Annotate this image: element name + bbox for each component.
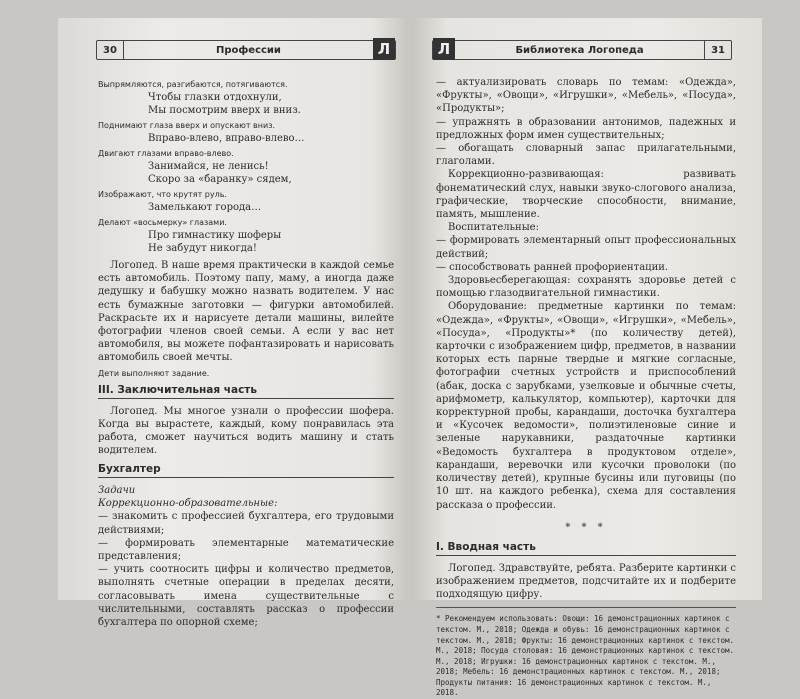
verse <box>148 229 394 255</box>
header-title: Профессии <box>215 44 281 56</box>
page-header <box>432 40 732 60</box>
verse <box>148 132 394 145</box>
footnote-rule <box>436 607 736 608</box>
paragraph: Воспитательные: <box>448 222 539 234</box>
list-item: — учить соотносить цифры и количество предметов, выполнять счетные операции в пределах десяти, согласовывать имена существительные с числительными, составлять рассказ о профессии бухгалтера по опорной схеме; <box>98 564 394 629</box>
open-book <box>40 18 760 698</box>
section-heading: I. Вводная часть <box>436 541 736 556</box>
verse-line: Занимайся, не ленись! <box>148 161 269 172</box>
verse-line: Чтобы глазки отдохнули, <box>148 92 282 103</box>
stage-direction: Выпрямляются, разгибаются, потягиваются. <box>98 80 288 89</box>
verse-line: Замелькают города… <box>148 202 262 213</box>
list-item: — обогащать словарный запас прилагательными, глаголами. <box>436 143 736 168</box>
paragraph: Логопед. Мы многое узнали о профессии шофера. Когда вы вырастете, каждый, кому понравилась эта работа, сможет научиться водить машину и стать водителем. <box>98 405 394 457</box>
verse <box>148 201 394 214</box>
italic-label: Задачи <box>98 485 136 497</box>
section-heading: Бухгалтер <box>98 463 394 478</box>
header-title: Библиотека Логопеда <box>515 44 644 56</box>
verse-line: Мы посмотрим вверх и вниз. <box>148 105 301 116</box>
publisher-logo-icon: Л <box>373 38 395 60</box>
page-header <box>96 40 396 60</box>
list-item: — знакомить с профессией бухгалтера, его трудовыми действиями; <box>98 511 394 536</box>
verse-line: Вправо-влево, вправо-влево… <box>148 133 305 144</box>
section-divider: * * * <box>565 521 607 533</box>
list-item: — формировать элементарные математические представления; <box>98 537 394 563</box>
list-item: — способствовать ранней профориентации. <box>436 261 669 273</box>
stage-direction: Поднимают глаза вверх и опускают вниз. <box>98 121 275 130</box>
paragraph: Оборудование: предметные картинки по темам: «Одежда», «Фрукты», «Овощи», «Игрушки», «Мебель», «Посуда», «Продукты»* (по количеству детей), карточки с изображением цифр, предметов, в названии которых есть парные твердые и мягкие согласные, фотографии счетных устройств и приспособлений (абак, доска с зарубками, узелковые и обычные счеты, арифмометр, калькулятор, компьютер), карточки для корректурной пробы, карандаши, досточка бухгалтера и «Кусочек ведомости», полиэтиленовые синие и зеленые нарукавники, раздаточные картинки «Ведомость бухгалтера в продуктовом отделе», карандаши, веревочки или кусочки проволоки (по количеству детей), крупные бусины или пуговицы (по 10 шт. на каждого ребенка), схема для составления рассказа о профессии. <box>436 301 736 511</box>
publisher-logo-icon: Л <box>433 38 455 60</box>
italic-label: Коррекционно-образовательные: <box>98 498 278 510</box>
page-text <box>98 76 394 629</box>
verse <box>148 91 394 117</box>
left-page <box>58 18 408 629</box>
verse-line: Скоро за «баранку» сядем, <box>148 174 292 185</box>
list-item: — формировать элементарный опыт профессиональных действий; <box>436 235 736 260</box>
verse-line: Про гимнастику шоферы <box>148 230 282 241</box>
paragraph: Логопед. Здравствуйте, ребята. Разберите картинки с изображением предметов, подсчитайте их и подберите подходящую цифру. <box>436 562 736 601</box>
page-number: 30 <box>97 41 124 59</box>
paragraph: Логопед. В наше время практически в каждой семье есть автомобиль. Поэтому папу, маму, а иногда даже дедушку и бабушку можно назвать водителем. У нас есть бумажные заготовки — фигурки автомобилей. Раскрасьте их и нарисуете детали машины, вилейте фотографии членов своей семьи. А если у вас нет автомобиля, вы можете пофантазировать и нарисовать автомобиль своей мечты. <box>98 260 394 364</box>
right-page <box>412 18 762 698</box>
stage-direction: Дети выполняют задание. <box>98 368 210 378</box>
stage-direction: Делают «восьмерку» глазами. <box>98 218 227 227</box>
list-item: — актуализировать словарь по темам: «Одежда», «Фрукты», «Овощи», «Игрушки», «Мебель», «Посуда», «Продукты»; <box>436 77 736 115</box>
section-heading: III. Заключительная часть <box>98 384 394 399</box>
page-text <box>436 76 736 699</box>
page-number: 31 <box>704 41 731 59</box>
stage-direction: Изображают, что крутят руль. <box>98 190 227 199</box>
list-item: — упражнять в образовании антонимов, падежных и предложных форм имен существительных; <box>436 116 736 141</box>
footnote: * Рекомендуем использовать: Овощи: 16 демонстрационных картинок с текстом. М., 2018; Одежда и обувь: 16 демонстрационных картинок с текстом. М., 2018; Фрукты: 16 демонстрационных картинок с текстом. М., 2018; Посуда столовая: 16 демонстрационных картинок с текстом. М., 2018; Игрушки: 16 демонстрационных картинок с текстом. М., 2018; Мебель: 16 демонстрационных картинок с текстом. М., 2018; Продукты питания: 16 демонстрационных картинок с текстом. М., 2018. <box>436 614 735 698</box>
stage-direction: Двигают глазами вправо-влево. <box>98 149 234 158</box>
paragraph: Здоровьесберегающая: сохранять здоровье детей с помощью глазодвигательной гимнастики. <box>436 275 736 300</box>
paragraph: Коррекционно-развивающая: развивать фонематический слух, навыки звуко-слогового анализа, графические, творческие способности, внимание, память, мышление. <box>436 169 736 221</box>
verse <box>148 160 394 186</box>
verse-line: Не забудут никогда! <box>148 243 257 254</box>
